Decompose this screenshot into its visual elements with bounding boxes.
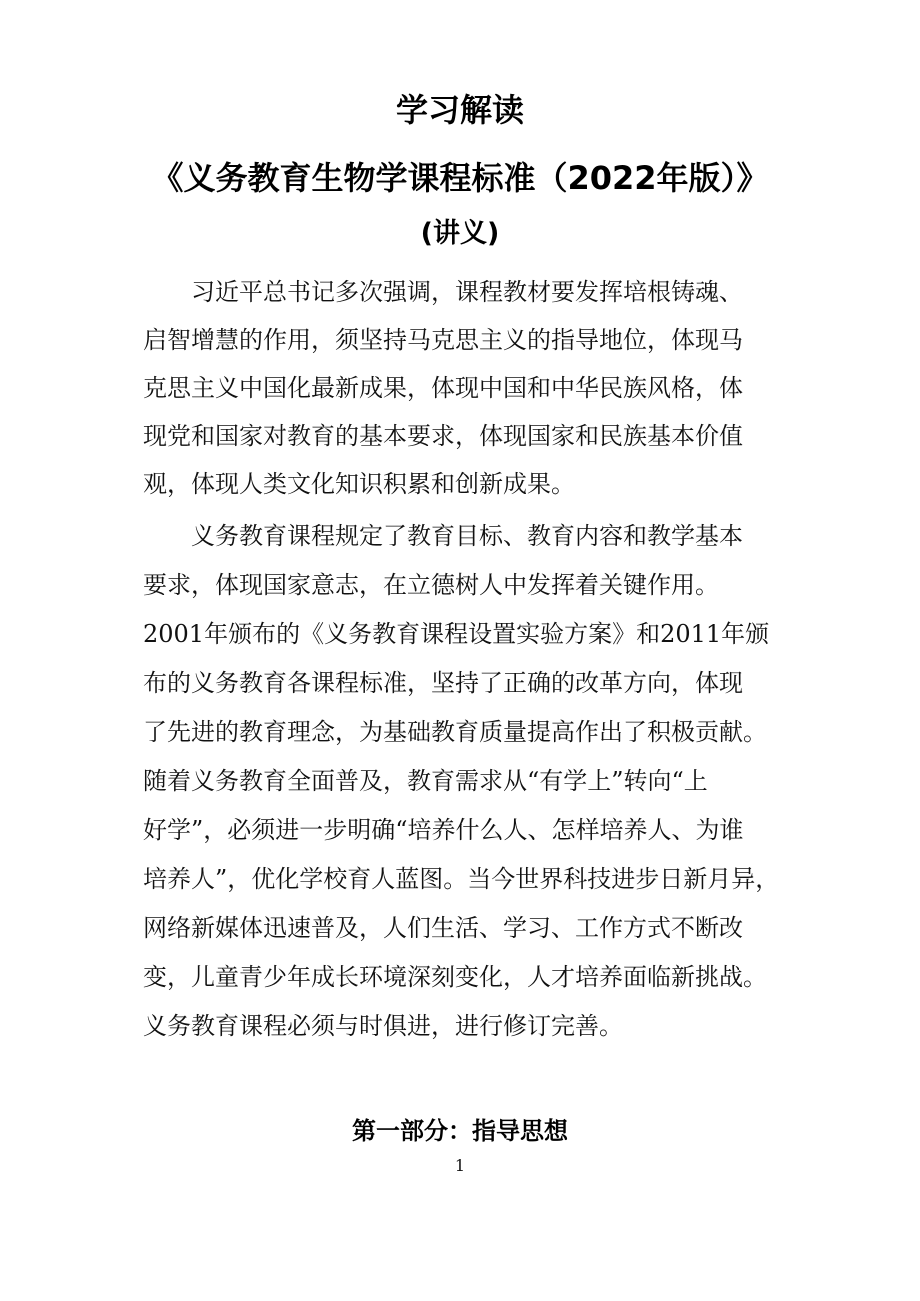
section-heading: 第一部分：指导思想 (352, 1117, 568, 1145)
paragraph-2-line: 要求，体现国家意志，在立德树人中发挥着关键作用。 (143, 571, 719, 599)
paragraph-2-line: 网络新媒体迅速普及，人们生活、学习、工作方式不断改 (143, 914, 743, 942)
paragraph-2-line: 布的义务教育各课程标准，坚持了正确的改革方向，体现 (143, 669, 743, 697)
paragraph-2-line: 义务教育课程必须与时俱进，进行修订完善。 (143, 1012, 623, 1040)
document-title-line-3: (讲义) (420, 218, 500, 249)
page-number: 1 (454, 1156, 466, 1175)
paragraph-2-line: 好学”，必须进一步明确“培养什么人、怎样培养人、为谁 (143, 816, 744, 844)
paragraph-1-line: 习近平总书记多次强调，课程教材要发挥培根铸魂、 (191, 278, 743, 306)
paragraph-2-line: 随着义务教育全面普及，教育需求从“有学上”转向“上 (143, 767, 708, 795)
paragraph-1-line: 观，体现人类文化知识积累和创新成果。 (143, 470, 575, 498)
paragraph-1-line: 启智增慧的作用，须坚持马克思主义的指导地位，体现马 (143, 326, 743, 354)
paragraph-2-line: 了先进的教育理念，为基础教育质量提高作出了积极贡献。 (143, 718, 767, 746)
paragraph-1-line: 克思主义中国化最新成果，体现中国和中华民族风格，体 (143, 374, 743, 402)
paragraph-2-line: 2001年颁布的《义务教育课程设置实验方案》和2011年颁 (143, 620, 770, 648)
paragraph-2-line: 培养人”，优化学校育人蓝图。当今世界科技进步日新月异， (143, 865, 780, 893)
document-title-line-1: 学习解读 (395, 91, 524, 129)
paragraph-2-line: 变，儿童青少年成长环境深刻变化，人才培养面临新挑战。 (143, 963, 767, 991)
document-title-line-2: 《义务教育生物学课程标准（2022年版）》 (151, 159, 769, 197)
paragraph-1-line: 现党和国家对教育的基本要求，体现国家和民族基本价值 (143, 422, 743, 450)
paragraph-2-line: 义务教育课程规定了教育目标、教育内容和教学基本 (191, 522, 743, 550)
